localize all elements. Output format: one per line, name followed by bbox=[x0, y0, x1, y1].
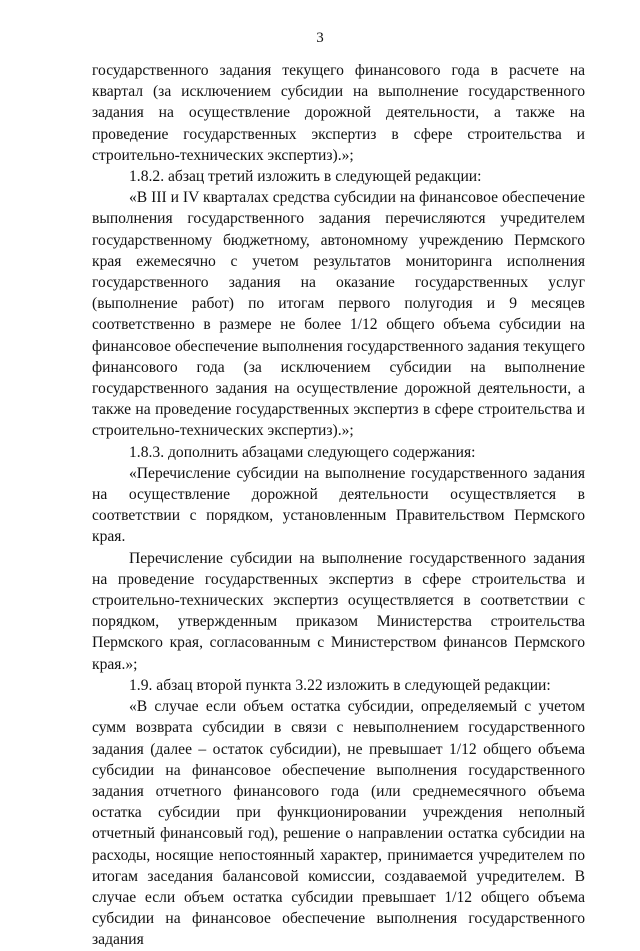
paragraph: 1.9. абзац второй пункта 3.22 изложить в следующей редакции: bbox=[129, 676, 551, 694]
paragraph: «В случае если объем остатка субсидии, определяемый с учетом сумм возврата субсидии в связи с невыполнением государственного задания (далее – остаток субсидии), не превышает 1/12 общего объема субсидии на финансовое обеспечение выполнения государственного задания отчетного финансового года (или среднемесячного объема остатка субсидии при функционировании учреждения неполный отчетный финансовый год), решение о направлении остатка субсидии на расходы, носящие непостоянный характер, принимается учредителем по итогам заседания балансовой комиссии, создаваемой учредителем. В случае если объем остатка субсидии превышает 1/12 общего объема субсидии на финансовое обеспечение выполнения государственного задания bbox=[92, 698, 585, 949]
paragraph: «В III и IV кварталах средства субсидии на финансовое обеспечение выполнения государственного задания перечисляются учредителем государственному бюджетному, автономному учреждению Пермского края ежемесячно с учетом результатов мониторинга исполнения государственного задания на оказание государственных услуг (выполнение работ) по итогам первого полугодия и 9 месяцев соответственно в размере не более 1/12 общего объема субсидии на финансовое обеспечение выполнения государственного задания текущего финансового года (за исключением субсидии на выполнение государственного задания на осуществление дорожной деятельности, а также на проведение государственных экспертиз в сфере строительства и строительно-технических экспертиз).»; bbox=[92, 189, 585, 440]
paragraph: 1.8.2. абзац третий изложить в следующей редакции: bbox=[129, 168, 482, 186]
paragraph: государственного задания текущего финансового года в расчете на квартал (за исключением субсидии на выполнение государственного задания на осуществление дорожной деятельности, а также на проведение государственных экспертиз в сфере строительства и строительно-технических экспертиз).»; bbox=[92, 62, 585, 164]
paragraph: Перечисление субсидии на выполнение государственного задания на проведение государственных экспертиз в сфере строительства и строительно-технических экспертиз осуществляется в соответствии с порядком, утвержденным приказом Министерства строительства Пермского края, согласованным с Министерством финансов Пермского края.»; bbox=[92, 549, 585, 673]
page-number: 3 bbox=[316, 30, 324, 46]
paragraph: «Перечисление субсидии на выполнение государственного задания на осуществление дорожной деятельности осуществляется в соответствии с порядком, установленным Правительством Пермского края. bbox=[92, 464, 585, 546]
document-body bbox=[92, 60, 585, 951]
paragraph: 1.8.3. дополнить абзацами следующего содержания: bbox=[129, 443, 476, 461]
